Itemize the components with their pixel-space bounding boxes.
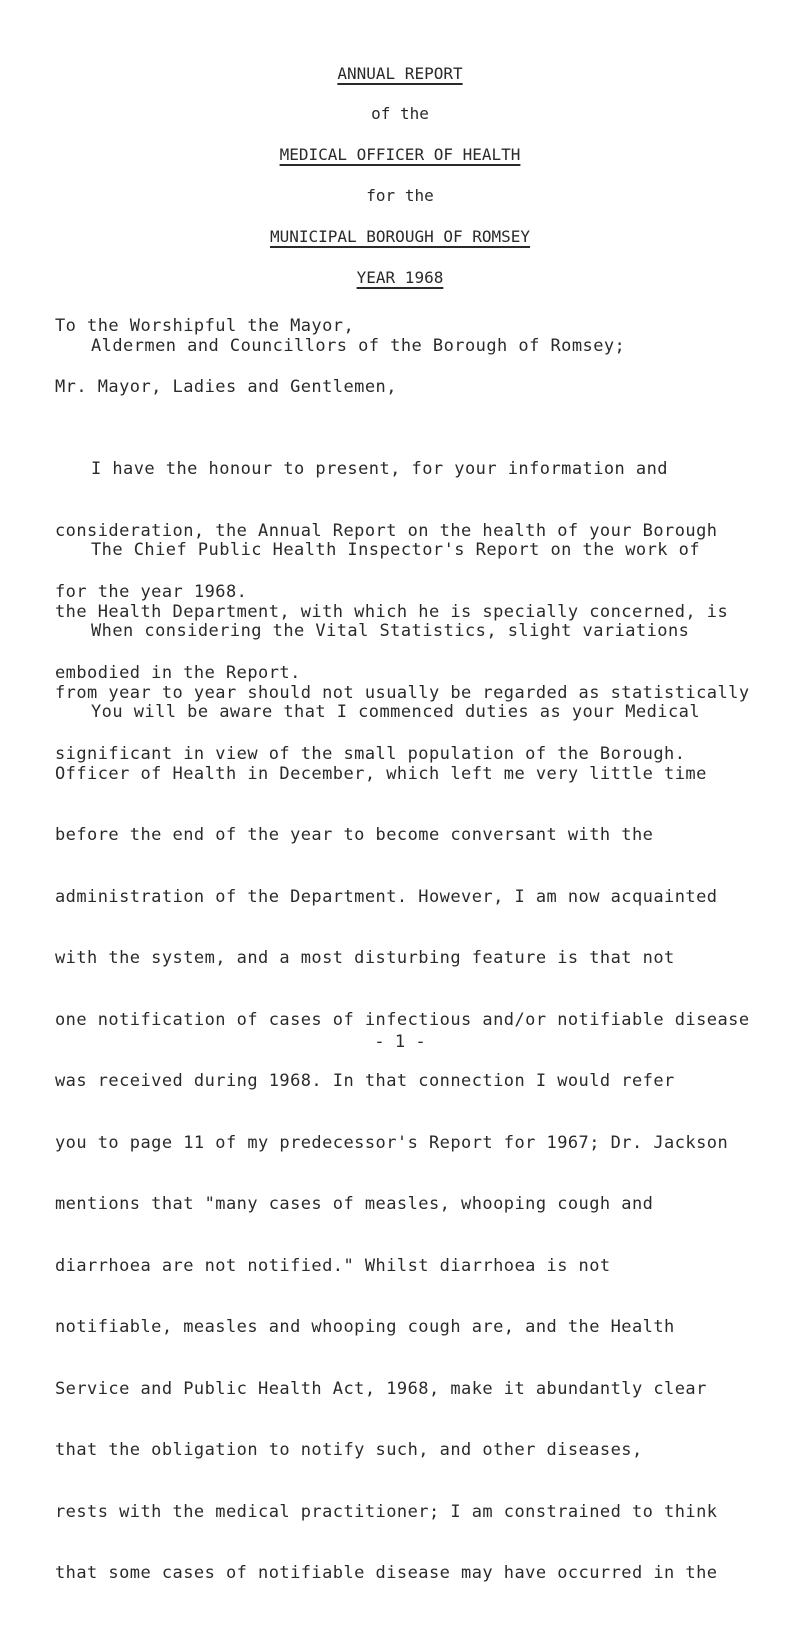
greeting: Mr. Mayor, Ladies and Gentlemen, (55, 377, 397, 397)
text-line: the Health Department, with which he is specially concerned, is (55, 601, 729, 622)
report-title: ANNUAL REPORT (337, 64, 463, 83)
text-line: You will be aware that I commenced duties as your Medical (91, 702, 701, 722)
text-line: administration of the Department. However, I am now acquainted (55, 886, 718, 907)
header-of-the: of the (371, 104, 429, 123)
text-line: you to page 11 of my predecessor's Report for 1967; Dr. Jackson (55, 1132, 729, 1153)
text-line: I have the honour to present, for your information and (91, 459, 668, 479)
text-line: for the year 1968. (55, 582, 248, 602)
text-line: Officer of Health in December, which left me very little time (55, 763, 707, 784)
text-line: consideration, the Annual Report on the health of your Borough (55, 520, 718, 541)
text-line: before the end of the year to become conversant with the (55, 825, 654, 845)
text-line: that the obligation to notify such, and other diseases, (55, 1440, 643, 1460)
text-line: notifiable, measles and whooping cough are, and the Health (55, 1317, 675, 1337)
text-line: rests with the medical practitioner; I am constrained to think (55, 1501, 718, 1522)
text-line: that some cases of notifiable disease may have occurred in the (55, 1563, 718, 1583)
text-line: When considering the Vital Statistics, slight variations (91, 621, 690, 641)
text-line: embodied in the Report. (55, 663, 301, 683)
text-line: was received during 1968. In that connection I would refer (55, 1071, 675, 1091)
header-for-the: for the (366, 186, 434, 205)
text-line: from year to year should not usually be regarded as statistically (55, 682, 750, 703)
text-line: mentions that "many cases of measles, whooping cough and (55, 1194, 654, 1214)
text-line: with the system, and a most disturbing feature is that not (55, 948, 675, 968)
page-number: - 1 - (374, 1032, 426, 1052)
text-line: The Chief Public Health Inspector's Report on the work of (91, 540, 701, 560)
salutation-line-2: Aldermen and Councillors of the Borough of Romsey; (91, 336, 626, 356)
text-line: diarrhoea are not notified." Whilst diarrhoea is not (55, 1255, 611, 1276)
text-line: Service and Public Health Act, 1968, make it abundantly clear (55, 1378, 707, 1399)
text-line: significant in view of the small population of the Borough. (55, 744, 686, 764)
header-borough: MUNICIPAL BOROUGH OF ROMSEY (269, 227, 531, 246)
header-officer: MEDICAL OFFICER OF HEALTH (279, 145, 521, 164)
salutation-line-1: To the Worshipful the Mayor, (55, 316, 355, 336)
text-line: one notification of cases of infectious and/or notifiable disease (55, 1009, 750, 1030)
paragraph-4 (55, 661, 800, 1625)
header-year: YEAR 1968 (356, 268, 444, 287)
